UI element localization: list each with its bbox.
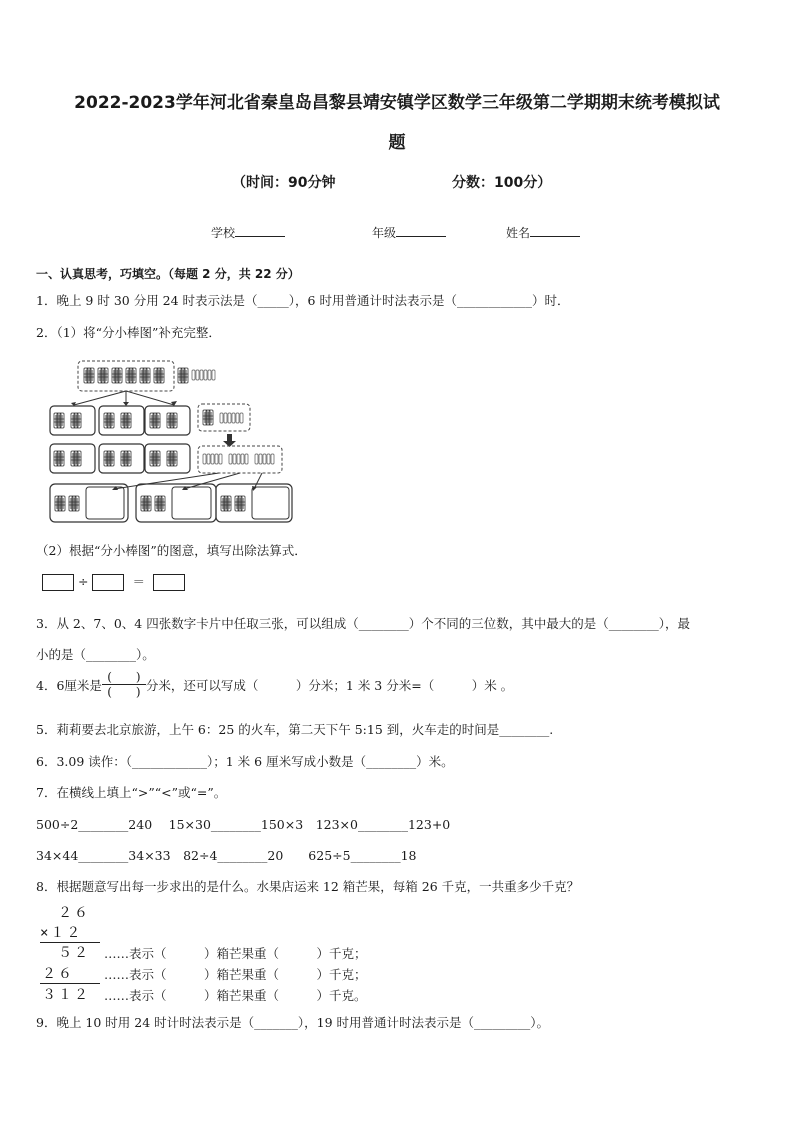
page-title: 2022-2023学年河北省秦皇岛昌黎县靖安镇学区数学三年级第二学期期末统考模拟试 (74, 93, 720, 113)
section-heading: 一、认真思考，巧填空。（每题 2 分，共 22 分） (36, 267, 300, 281)
grade-field[interactable] (372, 224, 446, 241)
question-4-prefix: 4．6厘米是 (36, 677, 102, 693)
name-label: 姓名 (506, 226, 531, 240)
calc-explain-2: ……表示（ ）箱芒果重（ ）千克； (104, 967, 367, 982)
calc-product: ３１２ (42, 987, 90, 1003)
exam-score: 分数：100分） (452, 175, 552, 191)
school-field[interactable] (211, 224, 285, 241)
question-3-line-2: 小的是（________）。 (36, 647, 155, 662)
quotient-box[interactable] (153, 574, 185, 591)
calc-partial-1: ５２ (58, 945, 90, 961)
fraction-denominator[interactable]: ( ) (107, 685, 141, 699)
calc-partial-2: ２６ (42, 966, 74, 982)
dividend-box[interactable] (42, 574, 74, 591)
comparison-row-2: 34×44________34×33 82÷4________20 625÷5________18 (36, 848, 417, 863)
school-label: 学校 (211, 226, 236, 240)
calc-multiplier: ×１２ (40, 925, 83, 941)
calc-multiplicand: ２６ (58, 905, 90, 921)
fraction-numerator[interactable]: ( ) (107, 670, 141, 684)
question-1: 1．晚上 9 时 30 分用 24 时表示法是（_____），6 时用普通计时法表示是（____________）时． (36, 293, 570, 308)
equals-sign: ＝ (132, 574, 145, 589)
question-4 (36, 670, 513, 699)
divisor-box[interactable] (92, 574, 124, 591)
question-7: 7．在横线上填上“>”“<”或“=”。 (36, 785, 227, 800)
stick-division-diagram (44, 356, 300, 528)
question-5: 5．莉莉要去北京旅游，上午 6：25 的火车，第二天下午 5:15 到，火车走的时间是________. (36, 722, 554, 737)
calc-explain-3: ……表示（ ）箱芒果重（ ）千克。 (104, 988, 367, 1003)
question-6: 6．3.09 读作：（____________）；1 米 6 厘米写成小数是（________）米。 (36, 754, 454, 769)
name-field[interactable] (506, 224, 580, 241)
division-equation (42, 572, 185, 591)
grade-label: 年级 (372, 226, 397, 240)
question-3-line-1: 3．从 2、7、0、4 四张数字卡片中任取三张，可以组成（________）个不同的三位数，其中最大的是（________），最 (36, 616, 690, 631)
question-8: 8．根据题意写出每一步求出的是什么。水果店运来 12 箱芒果，每箱 26 千克，一共重多少千克？ (36, 879, 580, 894)
calc-explain-1: ……表示（ ）箱芒果重（ ）千克； (104, 946, 367, 961)
vertical-multiplication (40, 900, 440, 1005)
exam-time: （时间：90分钟 (232, 175, 336, 191)
question-2-part-2: （2）根据“分小棒图”的图意，填写出除法算式． (36, 543, 307, 558)
page-title-cont: 题 (388, 133, 406, 153)
comparison-row-1: 500÷2________240 15×30________150×3 123×0________123+0 (36, 817, 451, 832)
question-2-part-1: 2．（1）将“分小棒图”补充完整． (36, 325, 221, 340)
divide-sign: ÷ (77, 574, 89, 589)
fraction (102, 670, 146, 699)
question-9: 9．晚上 10 时用 24 时计时法表示是（_______），19 时用普通计时法表示是（_________）。 (36, 1015, 550, 1030)
question-4-suffix: 分米，还可以写成（ ）分米；1 米 3 分米=（ ）米 。 (145, 677, 514, 693)
